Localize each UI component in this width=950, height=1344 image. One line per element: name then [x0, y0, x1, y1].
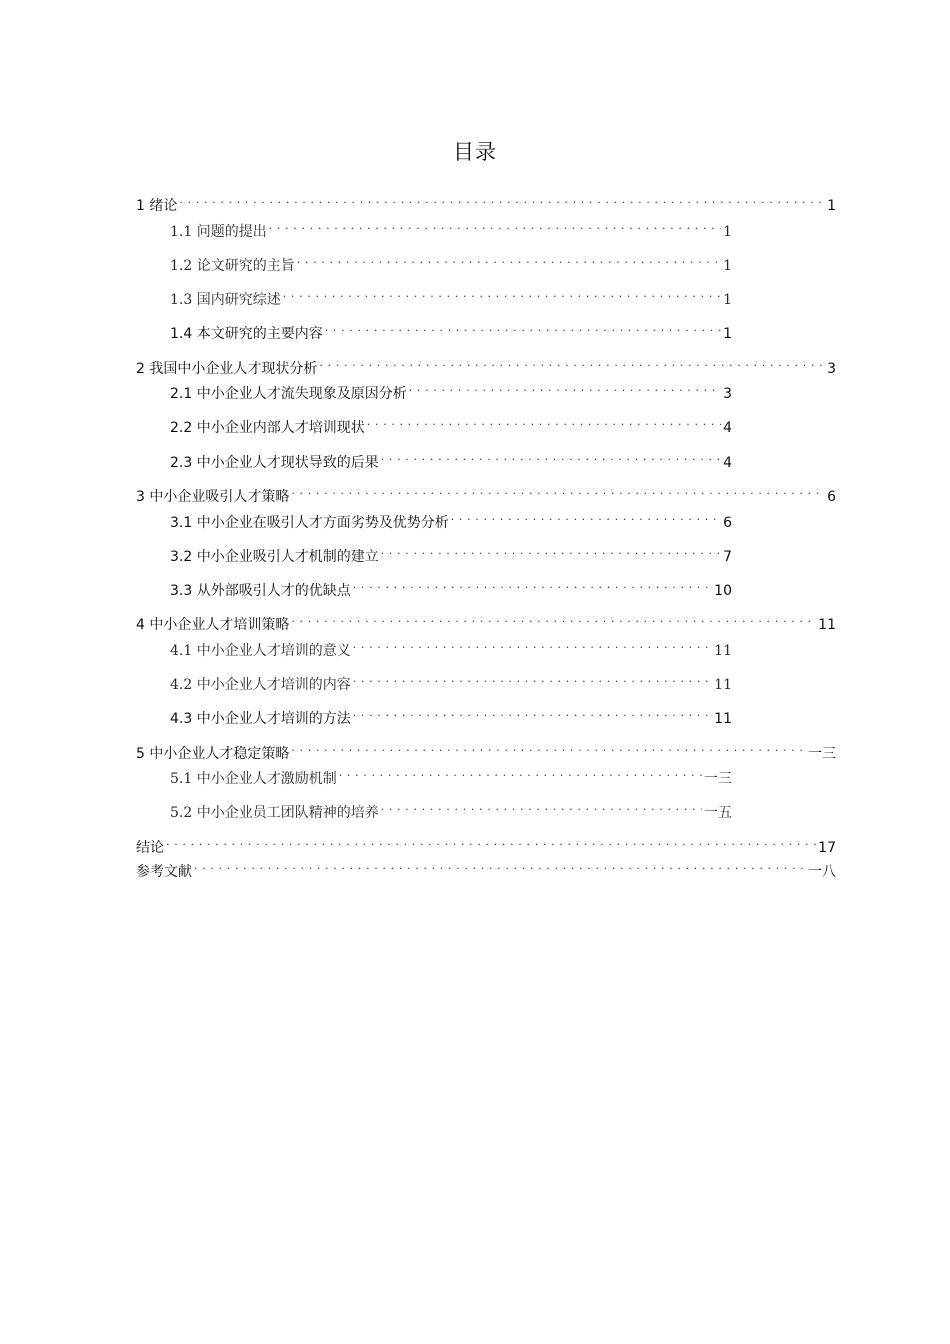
toc-entry-3[interactable] — [136, 481, 836, 505]
toc-entry-page: 一五 — [704, 805, 732, 821]
toc-entry-1[interactable] — [136, 190, 836, 214]
dot-leader — [269, 216, 721, 236]
dot-leader — [381, 797, 702, 817]
toc-entry-1-3[interactable] — [170, 284, 732, 308]
toc-entry-2[interactable] — [136, 353, 836, 377]
toc-entry-page: 11 — [714, 643, 732, 659]
toc-entry-3-2[interactable] — [170, 541, 732, 565]
toc-entry-page: 17 — [818, 840, 836, 856]
toc-entry-5-1[interactable] — [170, 763, 732, 787]
toc-title: 目录 — [453, 140, 497, 164]
toc-entry-page: 10 — [714, 583, 732, 599]
dot-leader — [283, 284, 721, 304]
toc-entry-page: 1 — [723, 224, 732, 240]
toc-entry-1-1[interactable] — [170, 216, 732, 240]
toc-entry-label: 2.3 中小企业人才现状导致的后果 — [170, 455, 379, 471]
toc-entry-4[interactable] — [136, 609, 836, 633]
dot-leader — [353, 575, 712, 595]
toc-entry-label: 3 中小企业吸引人才策略 — [136, 489, 290, 505]
dot-leader — [166, 832, 816, 852]
toc-entry-page: 7 — [723, 549, 732, 565]
toc-entry-label: 4.2 中小企业人才培训的内容 — [170, 677, 351, 693]
dot-leader — [319, 353, 825, 373]
dot-leader — [381, 541, 721, 561]
toc-entry-4-1[interactable] — [170, 635, 732, 659]
toc-entry-label: 1.1 问题的提出 — [170, 224, 267, 240]
toc-entry-label: 1.2 论文研究的主旨 — [170, 258, 295, 274]
toc-entry-label: 1.3 国内研究综述 — [170, 292, 281, 308]
toc-entry-page: 4 — [723, 455, 732, 471]
dot-leader — [179, 190, 825, 210]
toc-entry-4-2[interactable] — [170, 669, 732, 693]
toc-entry-5[interactable] — [136, 738, 836, 762]
toc-entry-label: 3.1 中小企业在吸引人才方面劣势及优势分析 — [170, 515, 449, 531]
dot-leader — [451, 507, 721, 527]
dot-leader — [339, 763, 702, 783]
toc-entry-page: 1 — [723, 258, 732, 274]
toc-entry-page: 1 — [723, 326, 732, 342]
toc-entry-2-2[interactable] — [170, 412, 732, 436]
toc-entry-label: 2.2 中小企业内部人才培训现状 — [170, 420, 365, 436]
toc-entry-page: 6 — [723, 515, 732, 531]
dot-leader — [291, 609, 816, 629]
dot-leader — [291, 738, 806, 758]
toc-entry-label: 参考文献 — [136, 864, 192, 880]
toc-entry-page: 6 — [827, 489, 836, 505]
toc-entry-conclusion[interactable] — [136, 832, 836, 856]
toc-entry-references[interactable] — [136, 856, 836, 880]
dot-leader — [409, 378, 721, 398]
toc-entry-page: 一八 — [808, 864, 836, 880]
toc-entry-2-1[interactable] — [170, 378, 732, 402]
dot-leader — [353, 703, 712, 723]
toc-entry-label: 3.3 从外部吸引人才的优缺点 — [170, 583, 351, 599]
toc-entry-label: 2.1 中小企业人才流失现象及原因分析 — [170, 386, 407, 402]
toc-entry-page: 一三 — [704, 771, 732, 787]
dot-leader — [325, 318, 721, 338]
toc-entry-label: 1 绪论 — [136, 198, 178, 214]
toc-entry-page: 11 — [818, 617, 836, 633]
toc-entry-label: 5.2 中小企业员工团队精神的培养 — [170, 805, 379, 821]
dot-leader — [353, 669, 712, 689]
toc-entry-page: 11 — [714, 711, 732, 727]
toc-entry-label: 5.1 中小企业人才激励机制 — [170, 771, 337, 787]
toc-entry-page: 3 — [827, 361, 836, 377]
dot-leader — [381, 447, 721, 467]
toc-entry-3-1[interactable] — [170, 507, 732, 531]
toc-entry-label: 4.1 中小企业人才培训的意义 — [170, 643, 351, 659]
dot-leader — [367, 412, 721, 432]
toc-entry-label: 3.2 中小企业吸引人才机制的建立 — [170, 549, 379, 565]
toc-entry-page: 一三 — [808, 746, 836, 762]
toc-entry-page: 11 — [714, 677, 732, 693]
toc-entry-label: 4.3 中小企业人才培训的方法 — [170, 711, 351, 727]
toc-entry-4-3[interactable] — [170, 703, 732, 727]
toc-entry-label: 1.4 本文研究的主要内容 — [170, 326, 323, 342]
toc-entry-page: 1 — [827, 198, 836, 214]
toc-entry-label: 5 中小企业人才稳定策略 — [136, 746, 290, 762]
toc-entry-page: 1 — [723, 292, 732, 308]
toc-entry-3-3[interactable] — [170, 575, 732, 599]
toc-entry-label: 结论 — [136, 840, 164, 856]
toc-entry-1-4[interactable] — [170, 318, 732, 342]
dot-leader — [291, 481, 825, 501]
toc-entry-page: 3 — [723, 386, 732, 402]
dot-leader — [194, 856, 806, 876]
toc-entry-page: 4 — [723, 420, 732, 436]
toc-entry-5-2[interactable] — [170, 797, 732, 821]
dot-leader — [353, 635, 712, 655]
toc-entry-2-3[interactable] — [170, 447, 732, 471]
toc-entry-label: 2 我国中小企业人才现状分析 — [136, 361, 318, 377]
dot-leader — [297, 250, 721, 270]
toc-entry-label: 4 中小企业人才培训策略 — [136, 617, 290, 633]
toc-entry-1-2[interactable] — [170, 250, 732, 274]
